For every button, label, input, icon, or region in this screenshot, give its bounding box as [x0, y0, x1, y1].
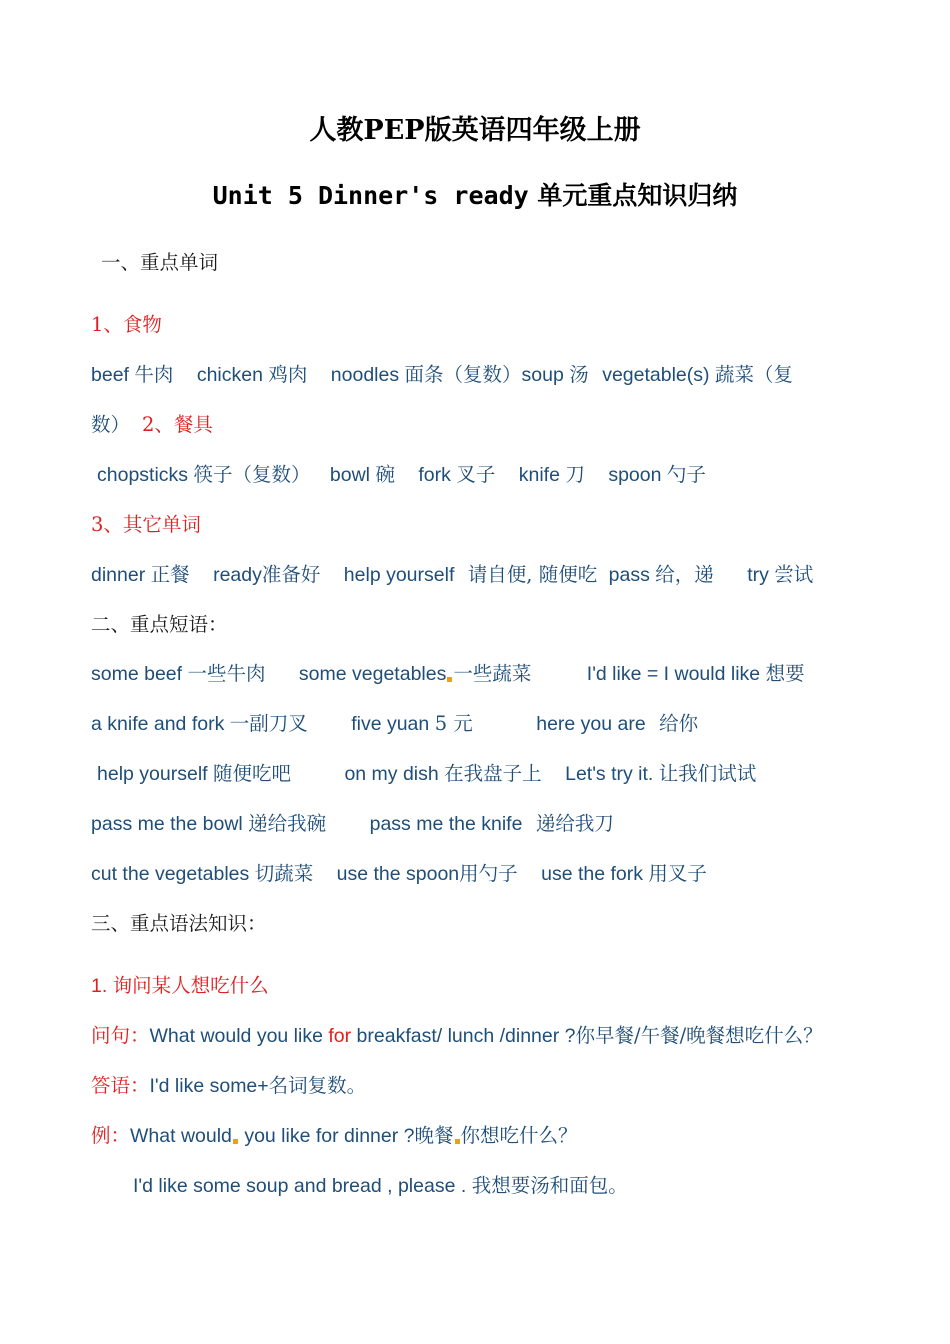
phrase-line	[91, 858, 707, 886]
answer-label: 答语：	[91, 1074, 150, 1097]
phrase-zh: 切蔬菜	[254, 862, 314, 885]
vocab-line-food	[91, 359, 793, 387]
phrase-zh: 让我们试试	[658, 762, 757, 785]
phrase-zh: 递给我碗	[248, 812, 327, 835]
example-a-en: I'd like some soup and bread , please .	[133, 1175, 467, 1197]
marker-dot	[233, 1139, 238, 1144]
answer-en: I'd like some+	[149, 1075, 269, 1097]
subtitle-unit: Unit 5 Dinner's ready	[212, 181, 529, 210]
vocab-zh: 蔬菜（复	[714, 363, 793, 386]
vocab-zh: 请自便, 随便吃	[467, 563, 598, 586]
phrase-en: use the fork	[541, 863, 643, 885]
example-q-zh-b: 你想吃什么？	[460, 1124, 578, 1147]
example-label: 例：	[91, 1124, 131, 1147]
section-heading-phrases: 二、重点短语：	[91, 613, 228, 636]
phrase-en: a knife and fork	[91, 713, 225, 735]
subtitle-summary: 单元重点知识归纳	[537, 181, 738, 210]
phrase-line	[91, 708, 698, 736]
grammar-answer-line	[91, 1070, 366, 1098]
vocab-zh: 叉子	[456, 463, 496, 486]
vocab-zh: 筷子（复数）	[193, 463, 311, 486]
vocab-zh: 汤	[569, 363, 589, 386]
vocab-zh: 尝试	[774, 563, 814, 586]
question-for: for	[328, 1025, 352, 1047]
phrase-zh: 一副刀叉	[229, 712, 308, 735]
question-label: 问句：	[91, 1024, 150, 1047]
vocab-en: fork	[418, 464, 451, 486]
vocab-en: spoon	[608, 464, 662, 486]
vocab-en: chicken	[196, 364, 263, 386]
grammar-example-line	[91, 1120, 578, 1148]
marker-dot	[447, 677, 452, 682]
answer-zh: 名词复数。	[268, 1074, 367, 1097]
phrase-en: Let's try it.	[565, 763, 654, 785]
vocab-en: chopsticks	[97, 464, 189, 486]
vocab-en: noodles	[330, 364, 400, 386]
phrase-en: five yuan	[351, 713, 430, 735]
doc-title: 人教PEP版英语四年级上册	[309, 115, 641, 146]
question-zh: 你早餐/午餐/晚餐想吃什么？	[575, 1024, 823, 1047]
vocab-zh: 正餐	[150, 563, 190, 586]
phrase-zh: 一些蔬菜	[453, 662, 532, 685]
vocab-en: dinner	[91, 564, 146, 586]
grammar-heading	[91, 970, 269, 998]
phrase-zh: 递给我刀	[535, 812, 614, 835]
vocab-line-other	[91, 559, 813, 587]
vocab-zh: 给，递	[655, 563, 714, 586]
phrase-zh: 用勺子	[459, 862, 518, 885]
phrase-zh: 5 元	[434, 712, 473, 735]
vocab-zh: 勺子	[666, 463, 706, 486]
grammar-heading-text: 1. 询问某人想吃什么	[91, 975, 269, 997]
vocab-zh: 牛肉	[134, 363, 174, 386]
vocab-en: knife	[518, 464, 560, 486]
marker-dot	[455, 1139, 460, 1144]
vocab-en: vegetable(s)	[602, 364, 710, 386]
example-q-zh-a: 晚餐	[414, 1124, 454, 1147]
vocab-en: ready	[213, 564, 262, 586]
phrase-zh: 给你	[659, 712, 699, 735]
vocab-en: bowl	[329, 464, 371, 486]
vocab-line-wrap	[91, 409, 213, 437]
phrase-zh: 想要	[765, 662, 805, 685]
phrase-en: some beef	[91, 663, 183, 685]
phrase-en: help yourself	[97, 763, 208, 785]
vocab-zh: 刀	[565, 463, 585, 486]
category-heading-tableware: 2、餐具	[142, 413, 213, 436]
grammar-question-line	[91, 1020, 823, 1048]
example-q-b: you like for dinner ?	[238, 1125, 415, 1147]
phrase-en: cut the vegetables	[91, 863, 250, 885]
vocab-zh: 碗	[375, 463, 395, 486]
phrase-zh: 在我盘子上	[444, 762, 542, 785]
vocab-en: soup	[521, 364, 564, 386]
vocab-en: help yourself	[343, 564, 455, 586]
example-a-zh: 我想要汤和面包。	[471, 1174, 628, 1197]
doc-subtitle	[0, 176, 950, 212]
category-heading-food: 1、食物	[91, 313, 162, 336]
vocab-en: pass	[608, 564, 650, 586]
vocab-zh: 面条（复数）	[404, 363, 522, 386]
phrase-zh: 一些牛肉	[187, 662, 266, 685]
vocab-en: try	[747, 564, 769, 586]
vocab-zh: 准备好	[261, 563, 321, 586]
vocab-line-tableware	[97, 459, 706, 487]
grammar-example-answer-line	[133, 1170, 628, 1198]
question-en-a: What would you like	[149, 1025, 329, 1047]
phrase-zh: 用叉子	[648, 862, 707, 885]
phrase-en: some vegetables	[298, 663, 447, 685]
example-q-a: What would	[130, 1125, 232, 1147]
phrase-en: here you are	[536, 713, 646, 735]
vocab-zh-wrap: 数）	[91, 413, 131, 436]
category-heading-other: 3、其它单词	[91, 513, 201, 536]
phrase-line	[91, 658, 805, 686]
phrase-en: use the spoon	[336, 863, 460, 885]
phrase-line	[91, 808, 614, 836]
phrase-en: pass me the bowl	[91, 813, 243, 835]
phrase-line	[97, 758, 756, 786]
vocab-zh: 鸡肉	[268, 363, 308, 386]
phrase-zh: 随便吃吧	[213, 762, 292, 785]
vocab-en: beef	[91, 364, 129, 386]
phrase-en: I'd like = I would like	[586, 663, 761, 685]
phrase-en: on my dish	[344, 763, 439, 785]
section-heading-words: 一、重点单词	[101, 251, 219, 274]
question-en-b: breakfast/ lunch /dinner ?	[351, 1025, 576, 1047]
section-heading-grammar: 三、重点语法知识：	[91, 912, 267, 935]
phrase-en: pass me the knife	[369, 813, 523, 835]
